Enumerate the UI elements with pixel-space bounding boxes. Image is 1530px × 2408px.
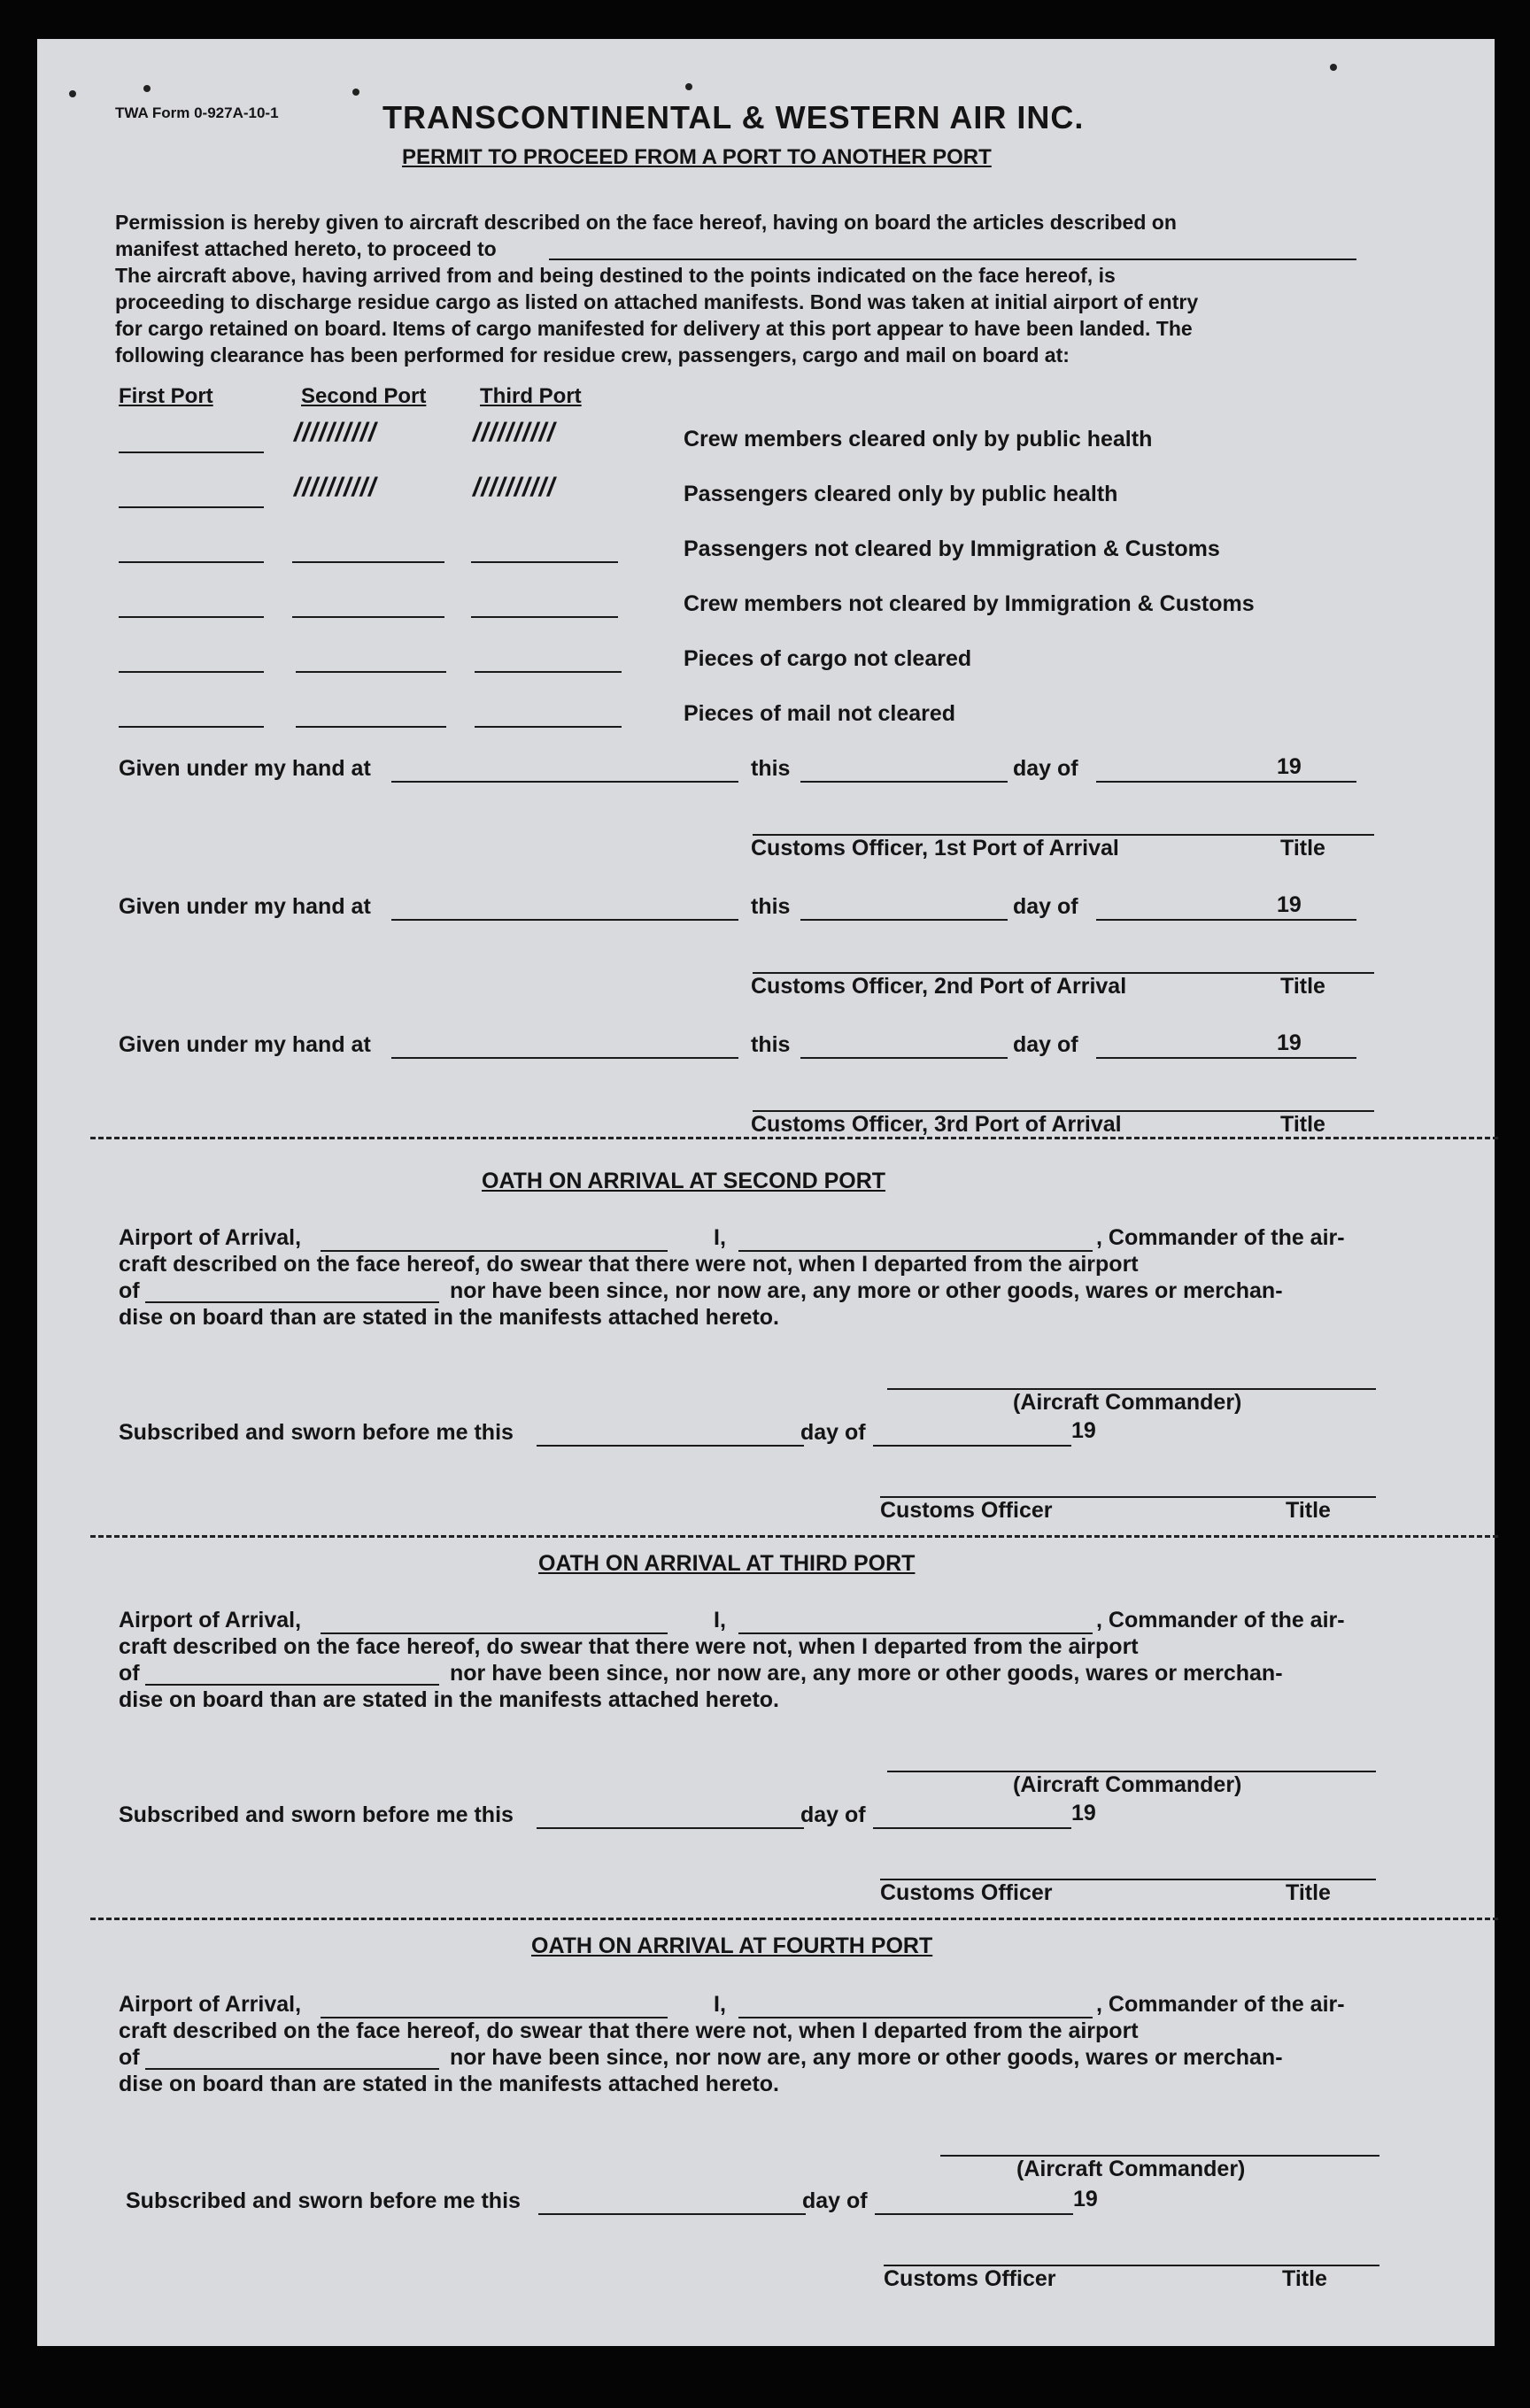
- oath-line: nor have been since, nor now are, any more or other goods, wares or merchan-: [450, 2045, 1283, 2070]
- oath-heading: OATH ON ARRIVAL AT THIRD PORT: [538, 1551, 916, 1576]
- customs-officer-label: Customs Officer: [884, 2266, 1056, 2291]
- third-port-field[interactable]: [475, 671, 622, 673]
- title-label: Title: [1280, 974, 1325, 999]
- speck-mark: [1330, 64, 1337, 71]
- airport-label: Airport of Arrival,: [119, 1608, 302, 1632]
- first-port-field[interactable]: [119, 452, 264, 453]
- section-divider: [90, 1535, 1498, 1538]
- oath-line: craft described on the face hereof, do swear that there were not, when I departed from the airport: [119, 1634, 1139, 1659]
- title-label: Title: [1286, 1498, 1331, 1523]
- sworn-day-field[interactable]: [538, 2213, 806, 2215]
- column-first-port: First Port: [119, 384, 213, 408]
- departure-airport-field[interactable]: [145, 1301, 439, 1303]
- customs-officer-label: Customs Officer: [880, 1880, 1053, 1905]
- day-of-label: day of: [802, 2188, 868, 2213]
- company-title: TRANSCONTINENTAL & WESTERN AIR INC.: [382, 99, 1085, 135]
- commander-label: , Commander of the air-: [1096, 1225, 1345, 1250]
- hatch-mark: //////////: [294, 473, 377, 502]
- day-field[interactable]: [800, 919, 1008, 921]
- oath-line-of: of: [119, 1661, 140, 1686]
- oath-line: craft described on the face hereof, do swear that there were not, when I departed from the airport: [119, 2018, 1139, 2043]
- third-port-field[interactable]: [475, 726, 622, 728]
- subscribed-label: Subscribed and sworn before me this: [126, 2188, 521, 2213]
- customs-officer-label: Customs Officer, 3rd Port of Arrival: [751, 1112, 1122, 1137]
- oath-line: nor have been since, nor now are, any more or other goods, wares or merchan-: [450, 1661, 1283, 1686]
- speck-mark: [143, 85, 151, 92]
- customs-officer-label: Customs Officer, 2nd Port of Arrival: [751, 974, 1127, 999]
- i-label: I,: [714, 1608, 726, 1632]
- title-label: Title: [1286, 1880, 1331, 1905]
- departure-airport-field[interactable]: [145, 2068, 439, 2070]
- proceed-to-field[interactable]: [549, 259, 1356, 260]
- third-port-field[interactable]: [471, 616, 618, 618]
- form-number: TWA Form 0-927A-10-1: [115, 104, 279, 121]
- given-at-field[interactable]: [391, 781, 738, 783]
- subscribed-label: Subscribed and sworn before me this: [119, 1420, 514, 1445]
- form-subtitle: PERMIT TO PROCEED FROM A PORT TO ANOTHER PORT: [402, 145, 992, 169]
- given-label: Given under my hand at: [119, 756, 371, 781]
- oath-line: dise on board than are stated in the manifests attached hereto.: [119, 1687, 779, 1712]
- permission-line: The aircraft above, having arrived from and being destined to the points indicated on the face hereof, is: [115, 264, 1116, 287]
- second-port-field[interactable]: [292, 561, 444, 563]
- day-field[interactable]: [800, 781, 1008, 783]
- i-label: I,: [714, 1225, 726, 1250]
- first-port-field[interactable]: [119, 726, 264, 728]
- speck-mark: [69, 90, 76, 97]
- sworn-month-field[interactable]: [875, 2213, 1073, 2215]
- given-at-field[interactable]: [391, 919, 738, 921]
- speck-mark: [685, 83, 692, 90]
- subscribed-label: Subscribed and sworn before me this: [119, 1802, 514, 1827]
- year-prefix: 19: [1073, 2187, 1098, 2211]
- day-of-label: day of: [1013, 894, 1078, 919]
- day-of-label: day of: [800, 1420, 866, 1445]
- oath-line: nor have been since, nor now are, any more or other goods, wares or merchan-: [450, 1278, 1283, 1303]
- given-label: Given under my hand at: [119, 894, 371, 919]
- i-label: I,: [714, 1992, 726, 2017]
- speck-mark: [352, 89, 359, 96]
- oath-heading: OATH ON ARRIVAL AT FOURTH PORT: [531, 1933, 933, 1958]
- day-of-label: day of: [1013, 1032, 1078, 1057]
- first-port-field[interactable]: [119, 561, 264, 563]
- month-field[interactable]: [1096, 781, 1356, 783]
- customs-officer-label: Customs Officer, 1st Port of Arrival: [751, 836, 1119, 861]
- permission-line: proceeding to discharge residue cargo as listed on attached manifests. Bond was taken at initial airport of entry: [115, 290, 1199, 313]
- year-prefix: 19: [1277, 892, 1302, 917]
- permission-line: following clearance has been performed for residue crew, passengers, cargo and mail on board at:: [115, 343, 1070, 367]
- aircraft-commander-label: (Aircraft Commander): [1013, 1390, 1242, 1415]
- sworn-day-field[interactable]: [537, 1445, 804, 1447]
- commander-label: , Commander of the air-: [1096, 1992, 1345, 2017]
- oath-line: craft described on the face hereof, do swear that there were not, when I departed from the airport: [119, 1252, 1139, 1277]
- first-port-field[interactable]: [119, 671, 264, 673]
- customs-officer-label: Customs Officer: [880, 1498, 1053, 1523]
- day-of-label: day of: [800, 1802, 866, 1827]
- section-divider: [90, 1137, 1498, 1139]
- month-field[interactable]: [1096, 919, 1356, 921]
- oath-heading: OATH ON ARRIVAL AT SECOND PORT: [482, 1169, 886, 1193]
- commander-label: , Commander of the air-: [1096, 1608, 1345, 1632]
- first-port-field[interactable]: [119, 616, 264, 618]
- second-port-field[interactable]: [296, 671, 446, 673]
- clearance-row-label: Crew members cleared only by public health: [684, 427, 1153, 452]
- year-prefix: 19: [1071, 1418, 1096, 1443]
- clearance-row-label: Passengers cleared only by public health: [684, 482, 1118, 506]
- airport-label: Airport of Arrival,: [119, 1225, 302, 1250]
- hatch-mark: //////////: [473, 473, 556, 502]
- sworn-month-field[interactable]: [873, 1827, 1071, 1829]
- year-prefix: 19: [1277, 754, 1302, 779]
- hatch-mark: //////////: [473, 418, 556, 447]
- column-third-port: Third Port: [480, 384, 582, 408]
- column-second-port: Second Port: [301, 384, 427, 408]
- first-port-field[interactable]: [119, 506, 264, 508]
- clearance-row-label: Pieces of mail not cleared: [684, 701, 956, 726]
- sworn-month-field[interactable]: [873, 1445, 1071, 1447]
- given-label: Given under my hand at: [119, 1032, 371, 1057]
- this-label: this: [751, 756, 791, 781]
- oath-line: dise on board than are stated in the manifests attached hereto.: [119, 1305, 779, 1330]
- title-label: Title: [1280, 1112, 1325, 1137]
- departure-airport-field[interactable]: [145, 1684, 439, 1686]
- oath-line-of: of: [119, 2045, 140, 2070]
- second-port-field[interactable]: [292, 616, 444, 618]
- third-port-field[interactable]: [471, 561, 618, 563]
- this-label: this: [751, 1032, 791, 1057]
- sworn-day-field[interactable]: [537, 1827, 804, 1829]
- clearance-row-label: Pieces of cargo not cleared: [684, 646, 972, 671]
- second-port-field[interactable]: [296, 726, 446, 728]
- permission-line: manifest attached hereto, to proceed to: [115, 237, 497, 260]
- section-divider: [90, 1918, 1498, 1920]
- aircraft-commander-label: (Aircraft Commander): [1016, 2157, 1246, 2181]
- year-prefix: 19: [1277, 1030, 1302, 1055]
- day-of-label: day of: [1013, 756, 1078, 781]
- day-field[interactable]: [800, 1057, 1008, 1059]
- title-label: Title: [1280, 836, 1325, 861]
- permission-line: for cargo retained on board. Items of cargo manifested for delivery at this port appear to have been landed. The: [115, 317, 1193, 340]
- given-at-field[interactable]: [391, 1057, 738, 1059]
- airport-label: Airport of Arrival,: [119, 1992, 302, 2017]
- aircraft-commander-label: (Aircraft Commander): [1013, 1772, 1242, 1797]
- oath-line: dise on board than are stated in the manifests attached hereto.: [119, 2072, 779, 2096]
- hatch-mark: //////////: [294, 418, 377, 447]
- month-field[interactable]: [1096, 1057, 1356, 1059]
- year-prefix: 19: [1071, 1801, 1096, 1825]
- clearance-row-label: Passengers not cleared by Immigration & Customs: [684, 536, 1220, 561]
- permission-line: Permission is hereby given to aircraft described on the face hereof, having on board the articles described on: [115, 211, 1177, 234]
- title-label: Title: [1282, 2266, 1327, 2291]
- oath-line-of: of: [119, 1278, 140, 1303]
- clearance-row-label: Crew members not cleared by Immigration & Customs: [684, 591, 1255, 616]
- this-label: this: [751, 894, 791, 919]
- form-sheet: [37, 39, 1495, 2346]
